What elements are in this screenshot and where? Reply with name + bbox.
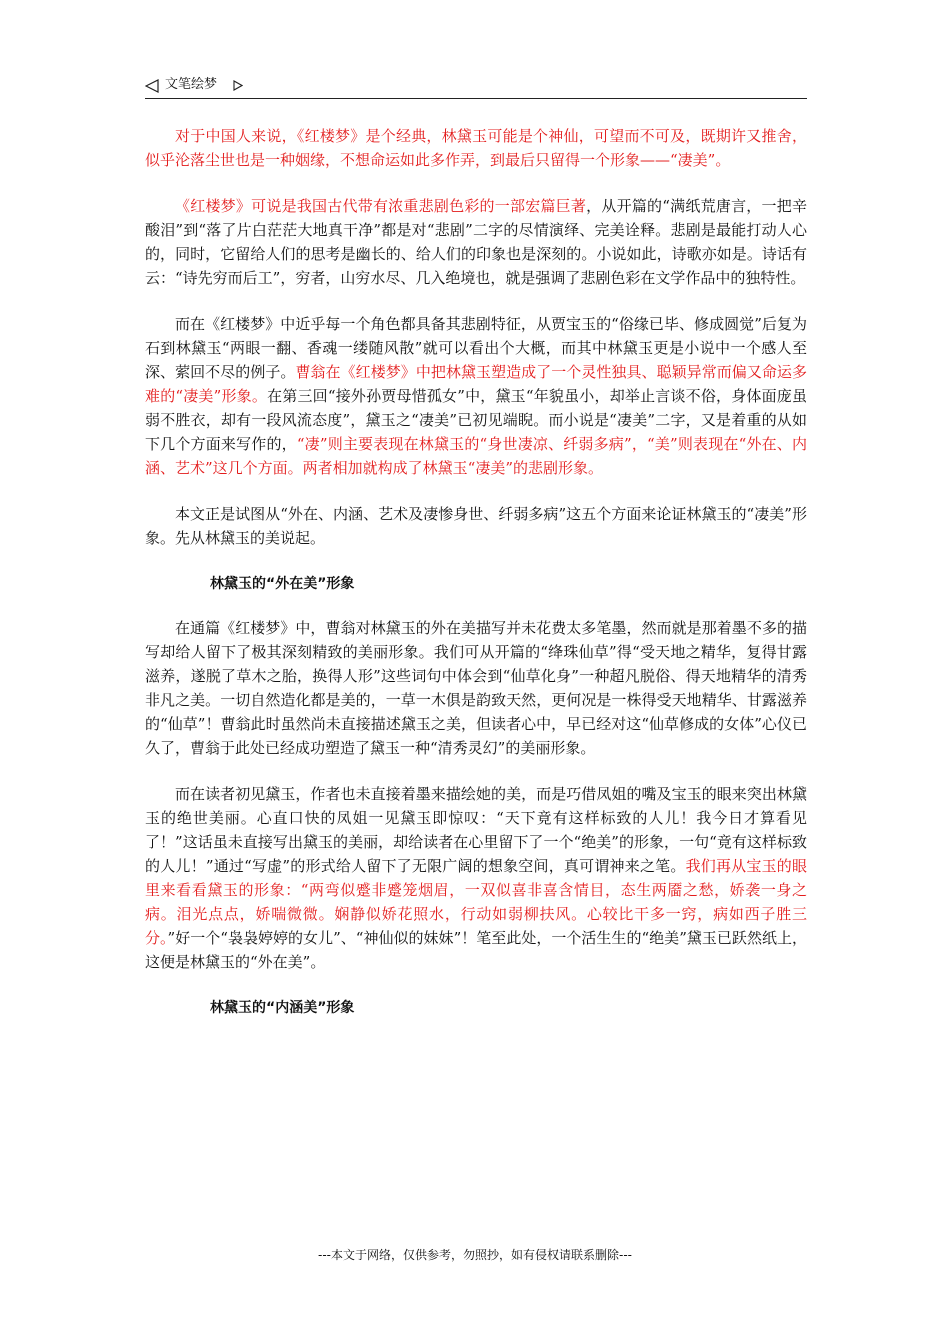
paragraph-1 [145, 124, 807, 172]
paragraph-3-text-a: 而在《红楼梦》中近乎每一个角色都具备其悲剧特征，从贾宝玉的“俗缘已毕、修成圆觉”后复为石到林黛玉“两眼一翻、香魂一缕随风散”就可以看出个大概，而其中林黛玉更是小说中一个感人至深、萦回不尽的例子。 [145, 315, 807, 381]
paragraph-2 [145, 194, 807, 290]
paragraph-4-text: 本文正是试图从“外在、内涵、艺术及凄惨身世、纤弱多病”这五个方面来论证林黛玉的“凄美”形象。先从林黛玉的美说起。 [145, 505, 807, 547]
page-footer-disclaimer: ---本文于网络，仅供参考，勿照抄，如有侵权请联系删除--- [318, 1248, 632, 1262]
paragraph-3-text-b: 在第三回“接外孙贾母惜孤女”中，黛玉“年貌虽小，却举止言谈不俗，身体面庞虽弱不胜衣，却有一段风流态度”，黛玉之“凄美”已初见端睨。而小说是“凄美”二字，又是着重的从如下几个方面来写作的， [145, 387, 807, 453]
section-heading-inner-beauty: 林黛玉的“内涵美”形象 [210, 1000, 355, 1016]
paragraph-6 [145, 782, 807, 974]
paragraph-1-red-text: 对于中国人来说，《红楼梦》是个经典，林黛玉可能是个神仙，可望而不可及，既期许又推舍，似乎沦落尘世也是一种姻缘，不想命运如此多作弄，到最后只留得一个形象——“凄美”。 [145, 127, 807, 169]
paragraph-2-red-text: 《红楼梦》可说是我国古代带有浓重悲剧色彩的一部宏篇巨著 [175, 197, 587, 215]
section-heading-outer-beauty: 林黛玉的“外在美”形象 [210, 576, 355, 592]
triangle-right-outline-icon [233, 80, 243, 91]
triangle-left-outline-icon [145, 79, 159, 93]
paragraph-3-red-text-b: “凄”则主要表现在林黛玉的“身世凄凉、纤弱多病”，“美”则表现在“外在、内涵、艺术”这几个方面。两者相加就构成了林黛玉“凄美”的悲剧形象。 [145, 435, 807, 477]
document-body [145, 124, 807, 1040]
paragraph-5-text: 在通篇《红楼梦》中，曹翁对林黛玉的外在美描写并未花费太多笔墨，然而就是那着墨不多的描写却给人留下了极其深刻精致的美丽形象。我们可从开篇的“绛珠仙草”得“受天地之精华，复得甘露滋养，遂脱了草木之胎，换得人形”这些词句中体会到“仙草化身”一种超凡脱俗、得天地精华的清秀非凡之美。一切自然造化都是美的，一草一木俱是韵致天然，更何况是一株得受天地精华、甘露滋养的“仙草”！曹翁此时虽然尚未直接描述黛玉之美，但读者心中，早已经对这“仙草修成的女体”心仪已久了，曹翁于此处已经成功塑造了黛玉一种“清秀灵幻”的美丽形象。 [145, 619, 807, 757]
paragraph-6-red-text: 我们再从宝玉的眼里来看看黛玉的形象：“两弯似蹙非蹙笼烟眉，一双似喜非喜含情目，态生两靥之愁，娇袭一身之病。泪光点点，娇喘微微。娴静似娇花照水，行动如弱柳扶风。心较比干多一窍，病如西子胜三分。 [145, 857, 807, 947]
page-header [145, 74, 807, 99]
header-brand: 文笔绘梦 [165, 77, 218, 92]
paragraph-5 [145, 616, 807, 760]
paragraph-2-text: ，从开篇的“满纸荒唐言，一把辛酸泪”到“落了片白茫茫大地真干净”都是对“悲剧”二字的尽情演绎、完美诠释。悲剧是最能打动人心的，同时，它留给人们的思考是幽长的、给人们的印象也是深刻的。小说如此，诗歌亦如是。诗话有云：“诗先穷而后工”，穷者，山穷水尽、几入绝境也，就是强调了悲剧色彩在文学作品中的独特性。 [145, 197, 807, 287]
paragraph-4 [145, 502, 807, 550]
paragraph-6-text-b: ”好一个“袅袅婷婷的女儿”、“神仙似的妹妹”！笔至此处，一个活生生的“绝美”黛玉已跃然纸上，这便是林黛玉的“外在美”。 [145, 929, 807, 971]
paragraph-3 [145, 312, 807, 480]
paragraph-3-red-text-a: 曹翁在《红楼梦》中把林黛玉塑造成了一个灵性独具、聪颖异常而偏又命运多难的“凄美”形象。 [145, 363, 807, 405]
paragraph-6-text-a: 而在读者初见黛玉，作者也未直接着墨来描绘她的美，而是巧借凤姐的嘴及宝玉的眼来突出林黛玉的绝世美丽。心直口快的凤姐一见黛玉即惊叹：“天下竟有这样标致的人儿！我今日才算看见了！”这话虽未直接写出黛玉的美丽，却给读者在心里留下了一个“绝美”的形象，一句“竟有这样标致的人儿！”通过“写虚”的形式给人留下了无限广阔的想象空间，真可谓神来之笔。 [145, 785, 807, 875]
